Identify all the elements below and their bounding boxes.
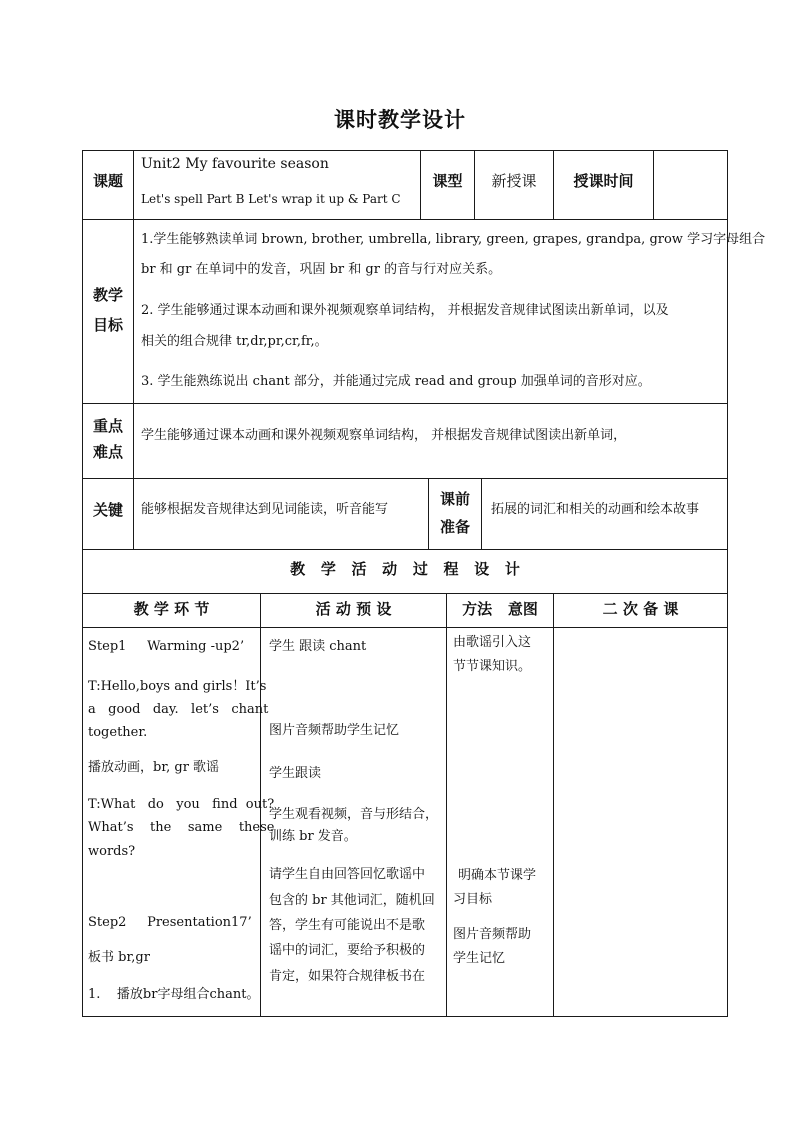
step-line: together. [88, 725, 148, 740]
focus-label-a: 重点 [92, 417, 123, 435]
prep-label-b: 准备 [439, 518, 470, 536]
step-line: Step2 Presentation17’ [88, 915, 252, 930]
col-header-revision: 二 次 备 课 [602, 600, 679, 618]
focus-label [83, 413, 133, 465]
col-header-steps: 教 学 环 节 [133, 600, 210, 618]
objective-1b: br 和 gr 在单词中的发音，巩固 br 和 gr 的音与行对应关系。 [141, 262, 502, 277]
step-line: 1. 播放br字母组合chant。 [88, 987, 260, 1002]
focus-text: 学生能够通过课本动画和课外视频观察单词结构， 并根据发音规律试图读出新单词， [141, 428, 627, 443]
type-label: 课型 [432, 172, 463, 190]
key-label: 关键 [92, 501, 123, 519]
focus-label-b: 难点 [92, 443, 123, 461]
step-line: What’s the same these [88, 820, 275, 835]
method-line: 节节课知识。 [453, 659, 532, 674]
objectives-label-b: 目标 [92, 316, 123, 334]
objective-2b: 相关的组合规律 tr,dr,pr,cr,fr,。 [141, 334, 328, 349]
method-line: 由歌谣引入这 [453, 635, 532, 650]
step-line: T:What do you find out? [88, 797, 275, 812]
activity-line: 学生观看视频，音与形结合， [269, 807, 439, 822]
activity-line: 答，学生有可能说出不是歌 [269, 918, 426, 933]
activity-line: 谣中的词汇，要给予积极的 [269, 943, 426, 958]
objective-3: 3. 学生能熟练说出 chant 部分，并能通过完成 read and group 加强单词的音形对应。 [141, 374, 651, 389]
step-line: Step1 Warming -up2’ [88, 639, 245, 654]
activity-line: 训练 br 发音。 [269, 829, 357, 844]
step-line: a good day. let’s chant [88, 702, 269, 717]
col-header-activities: 活 动 预 设 [315, 600, 392, 618]
activity-line: 请学生自由回答回忆歌谣中 [269, 867, 426, 882]
activity-line: 学生跟读 [269, 766, 322, 781]
process-title: 教 学 活 动 过 程 设 计 [290, 560, 520, 578]
activity-line: 图片音频帮助学生记忆 [269, 723, 400, 738]
method-line: 明确本节课学 [458, 868, 537, 883]
prep-label [429, 485, 481, 541]
method-line: 学生记忆 [453, 951, 506, 966]
col-header-methods: 方法 意图 [462, 600, 538, 618]
type-value: 新授课 [491, 172, 537, 190]
activity-line: 肯定，如果符合规律板书在 [269, 969, 426, 984]
method-line: 习目标 [453, 892, 493, 907]
time-label: 授课时间 [573, 172, 634, 190]
step-line: words? [88, 844, 136, 859]
topic-label: 课题 [92, 172, 123, 190]
step-line: 播放动画，br, gr 歌谣 [88, 760, 220, 775]
prep-label-a: 课前 [439, 490, 470, 508]
prep-text: 拓展的词汇和相关的动画和绘本故事 [491, 502, 700, 517]
topic-line1: Unit2 My favourite season [141, 156, 329, 172]
page-title: 课时教学设计 [334, 107, 466, 132]
activity-line: 学生 跟读 chant [269, 639, 367, 654]
activity-line: 包含的 br 其他词汇，随机回 [269, 893, 435, 908]
step-line: 板书 br,gr [88, 950, 150, 965]
step-line: T:Hello,boys and girls！It’s [88, 679, 267, 694]
method-line: 图片音频帮助 [453, 927, 532, 942]
objectives-label [83, 280, 133, 340]
topic-line2: Let's spell Part B Let's wrap it up & Part C [141, 192, 401, 206]
key-text: 能够根据发音规律达到见词能读，听音能写 [141, 502, 389, 517]
objective-2a: 2. 学生能够通过课本动画和课外视频观察单词结构， 并根据发音规律试图读出新单词，以及 [141, 303, 669, 318]
objective-1a: 1.学生能够熟读单词 brown, brother, umbrella, library, green, grapes, grandpa, grow 学习字母组合 [141, 232, 766, 247]
objectives-label-a: 教学 [92, 286, 123, 304]
